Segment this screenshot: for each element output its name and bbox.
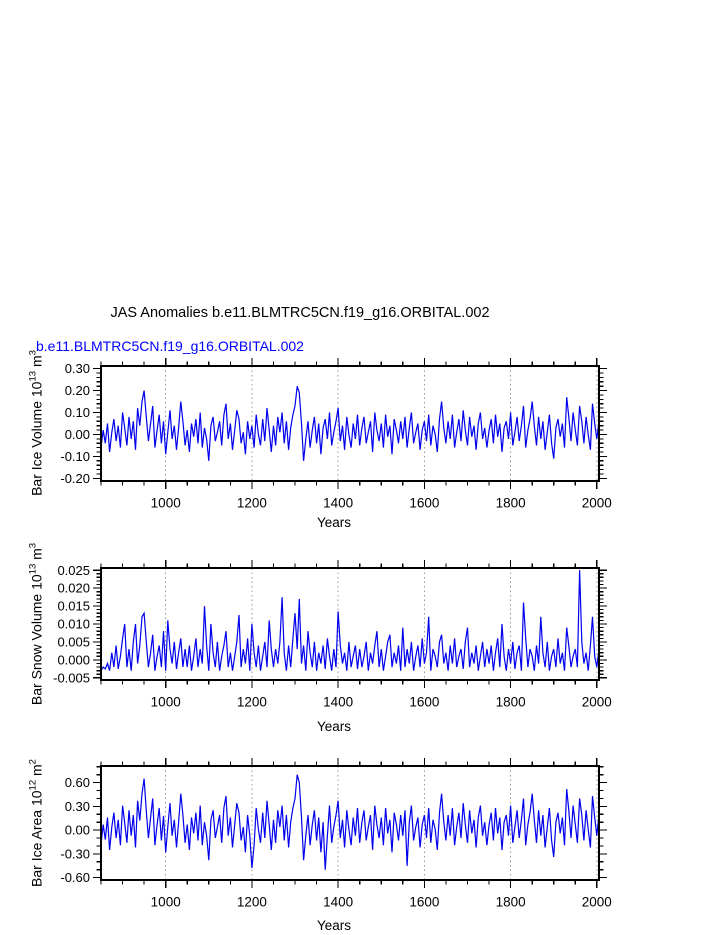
y-axis-label-exponent: 13 <box>27 563 39 575</box>
y-tick-label: 0.60 <box>64 775 90 791</box>
x-tick-label: 2000 <box>581 694 612 710</box>
y-tick-label: 0.30 <box>64 798 90 814</box>
y-axis-label-snow-volume <box>28 543 45 705</box>
y-tick-label: 0.025 <box>57 562 90 578</box>
x-tick-label: 1400 <box>323 694 354 710</box>
x-tick-label: 1600 <box>409 894 440 910</box>
y-axis-label-unit: m <box>28 764 45 780</box>
y-tick-label: -0.60 <box>60 870 90 886</box>
y-tick-label: 0.000 <box>57 652 90 668</box>
data-line-ice-volume <box>101 386 599 461</box>
y-axis-label-text: Bar Snow Volume 10 <box>28 574 45 706</box>
y-tick-label: 0.00 <box>64 427 90 443</box>
chart-title: JAS Anomalies b.e11.BLMTRC5CN.f19_g16.ORBITAL.002 <box>110 305 490 321</box>
y-tick-label: 0.010 <box>57 616 90 632</box>
y-tick-label: 0.30 <box>64 361 90 377</box>
y-axis-label-unit-exponent: 3 <box>27 542 39 549</box>
y-axis-label-text: Bar Ice Volume 10 <box>28 381 45 496</box>
y-axis-label-unit-exponent: 2 <box>27 759 39 765</box>
x-axis-title-panel-3: Years <box>316 918 352 933</box>
x-tick-label: 1800 <box>495 495 526 511</box>
x-tick-label: 1600 <box>409 495 440 511</box>
x-tick-label: 1000 <box>150 694 181 710</box>
legend-label: b.e11.BLMTRC5CN.f19_g16.ORBITAL.002 <box>36 338 304 354</box>
y-axis-label-ice-area <box>28 759 45 887</box>
y-axis-label-exponent: 13 <box>27 370 39 382</box>
y-tick-label: 0.015 <box>57 598 90 614</box>
y-tick-label: 0.020 <box>57 580 90 596</box>
y-tick-label: -0.10 <box>60 448 90 464</box>
x-tick-label: 1200 <box>236 894 267 910</box>
x-axis-title-panel-2: Years <box>316 719 352 734</box>
data-line-snow-volume <box>101 570 599 671</box>
x-tick-label: 1800 <box>495 894 526 910</box>
x-tick-label: 1400 <box>323 495 354 511</box>
y-axis-label-ice-volume <box>28 350 45 496</box>
y-axis-label-unit: m <box>28 548 45 564</box>
y-tick-label: 0.005 <box>57 634 90 650</box>
y-tick-label: 0.00 <box>64 822 90 838</box>
data-line-ice-area <box>101 775 599 870</box>
x-tick-label: 1800 <box>495 694 526 710</box>
x-tick-label: 1000 <box>150 894 181 910</box>
y-tick-label: -0.20 <box>60 470 90 486</box>
x-tick-label: 1200 <box>236 495 267 511</box>
x-tick-label: 1600 <box>409 694 440 710</box>
y-tick-label: 0.10 <box>64 405 90 421</box>
y-tick-label: -0.30 <box>60 846 90 862</box>
y-tick-label: 0.20 <box>64 383 90 399</box>
y-axis-label-text: Bar Ice Area 10 <box>28 790 45 887</box>
x-axis-title-panel-1: Years <box>316 515 352 530</box>
y-axis-label-unit-exponent: 3 <box>27 350 39 356</box>
x-tick-label: 2000 <box>581 894 612 910</box>
y-axis-label-unit: m <box>28 355 45 371</box>
x-tick-label: 1000 <box>150 495 181 511</box>
y-axis-label-exponent: 12 <box>27 779 39 791</box>
x-tick-label: 1200 <box>236 694 267 710</box>
y-tick-label: -0.005 <box>53 670 90 686</box>
x-tick-label: 1400 <box>323 894 354 910</box>
x-tick-label: 2000 <box>581 495 612 511</box>
